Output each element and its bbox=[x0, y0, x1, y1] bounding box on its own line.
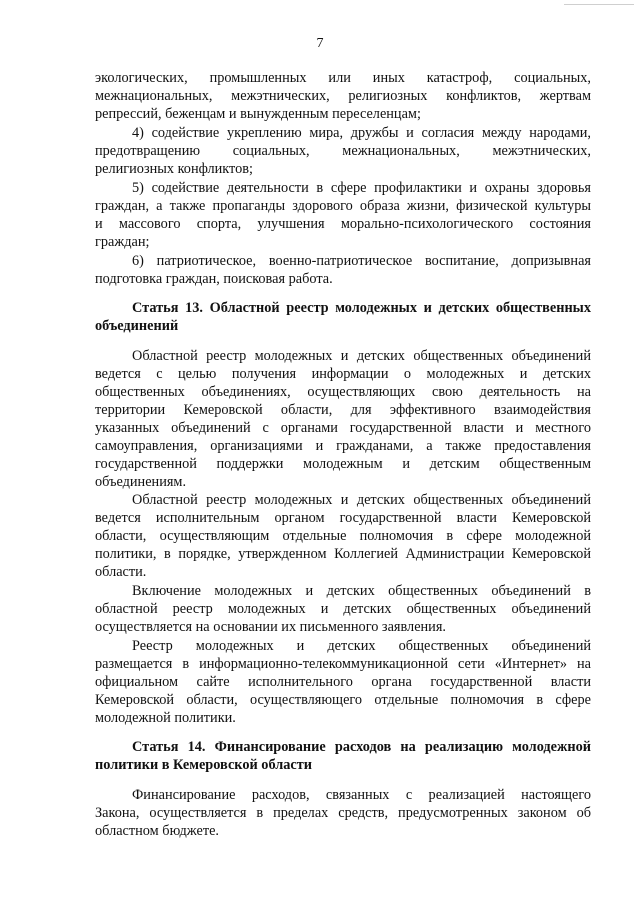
text-line: репрессий, беженцам и вынужденным переселенцам; bbox=[95, 106, 421, 122]
text-line: граждан; bbox=[95, 234, 150, 250]
scan-edge-mark bbox=[564, 0, 634, 5]
text-line: области, осуществляющим отдельные полномочия в сфере молодежной bbox=[95, 528, 591, 544]
text-line: религиозных конфликтов; bbox=[95, 161, 253, 177]
article-heading-line: объединений bbox=[95, 318, 179, 334]
text-line: межнациональных, межэтнических, религиозных конфликтов, жертвам bbox=[95, 88, 591, 104]
article-heading-line: Статья 13. Областной реестр молодежных и детских общественных bbox=[132, 300, 591, 316]
text-line: Областной реестр молодежных и детских общественных объединений bbox=[132, 492, 591, 508]
page-number: 7 bbox=[316, 36, 324, 51]
text-line: 5) содействие деятельности в сфере профилактики и охраны здоровья bbox=[132, 180, 591, 196]
text-line: самоуправления, организациями и гражданами, а также предоставления bbox=[95, 438, 591, 454]
text-line: граждан, а также пропаганды здорового образа жизни, физической культуры bbox=[95, 198, 591, 214]
text-line: объединениям. bbox=[95, 474, 187, 490]
text-line: ведется с целью получения информации о молодежных и детских bbox=[95, 366, 591, 382]
text-line: общественных объединениях, осуществляющих свою деятельность на bbox=[95, 384, 591, 400]
text-line: Кемеровской области, осуществляющего отдельные полномочия в сфере bbox=[95, 692, 591, 708]
text-line: государственной поддержки молодежным и детским общественным bbox=[95, 456, 591, 472]
text-line: молодежной политики. bbox=[95, 710, 236, 726]
text-line: осуществляется на основании их письменного заявления. bbox=[95, 619, 446, 635]
text-line: областном бюджете. bbox=[95, 823, 219, 839]
text-line: 4) содействие укреплению мира, дружбы и согласия между народами, bbox=[132, 125, 591, 141]
article-heading-line: Статья 14. Финансирование расходов на реализацию молодежной bbox=[132, 739, 591, 755]
text-line: размещается в информационно-телекоммуникационной сети «Интернет» на bbox=[95, 656, 591, 672]
text-line: 6) патриотическое, военно-патриотическое воспитание, допризывная bbox=[132, 253, 591, 269]
text-line: области. bbox=[95, 564, 147, 580]
text-line: Закона, осуществляется в пределах средств, предусмотренных законом об bbox=[95, 805, 591, 821]
text-line: предотвращению социальных, межнациональных, межэтнических, bbox=[95, 143, 591, 159]
text-line: и массового спорта, улучшения морально-психологического состояния bbox=[95, 216, 591, 232]
text-line: официальном сайте исполнительного органа государственной власти bbox=[95, 674, 591, 690]
text-line: Включение молодежных и детских общественных объединений в bbox=[132, 583, 591, 599]
text-line: территории Кемеровской области, для эффективного взаимодействия bbox=[95, 402, 591, 418]
text-line: экологических, промышленных или иных катастроф, социальных, bbox=[95, 70, 591, 86]
text-line: указанных объединений с органами государственной власти и местного bbox=[95, 420, 591, 436]
article-heading-line: политики в Кемеровской области bbox=[95, 757, 313, 773]
text-line: областной реестр молодежных и детских общественных объединений bbox=[95, 601, 591, 617]
text-line: подготовка граждан, поисковая работа. bbox=[95, 271, 333, 287]
text-line: Реестр молодежных и детских общественных объединений bbox=[132, 638, 591, 654]
text-line: ведется исполнительным органом государственной власти Кемеровской bbox=[95, 510, 591, 526]
text-line: Финансирование расходов, связанных с реализацией настоящего bbox=[132, 787, 591, 803]
text-line: политики, в порядке, утвержденном Коллегией Администрации Кемеровской bbox=[95, 546, 591, 562]
text-line: Областной реестр молодежных и детских общественных объединений bbox=[132, 348, 591, 364]
